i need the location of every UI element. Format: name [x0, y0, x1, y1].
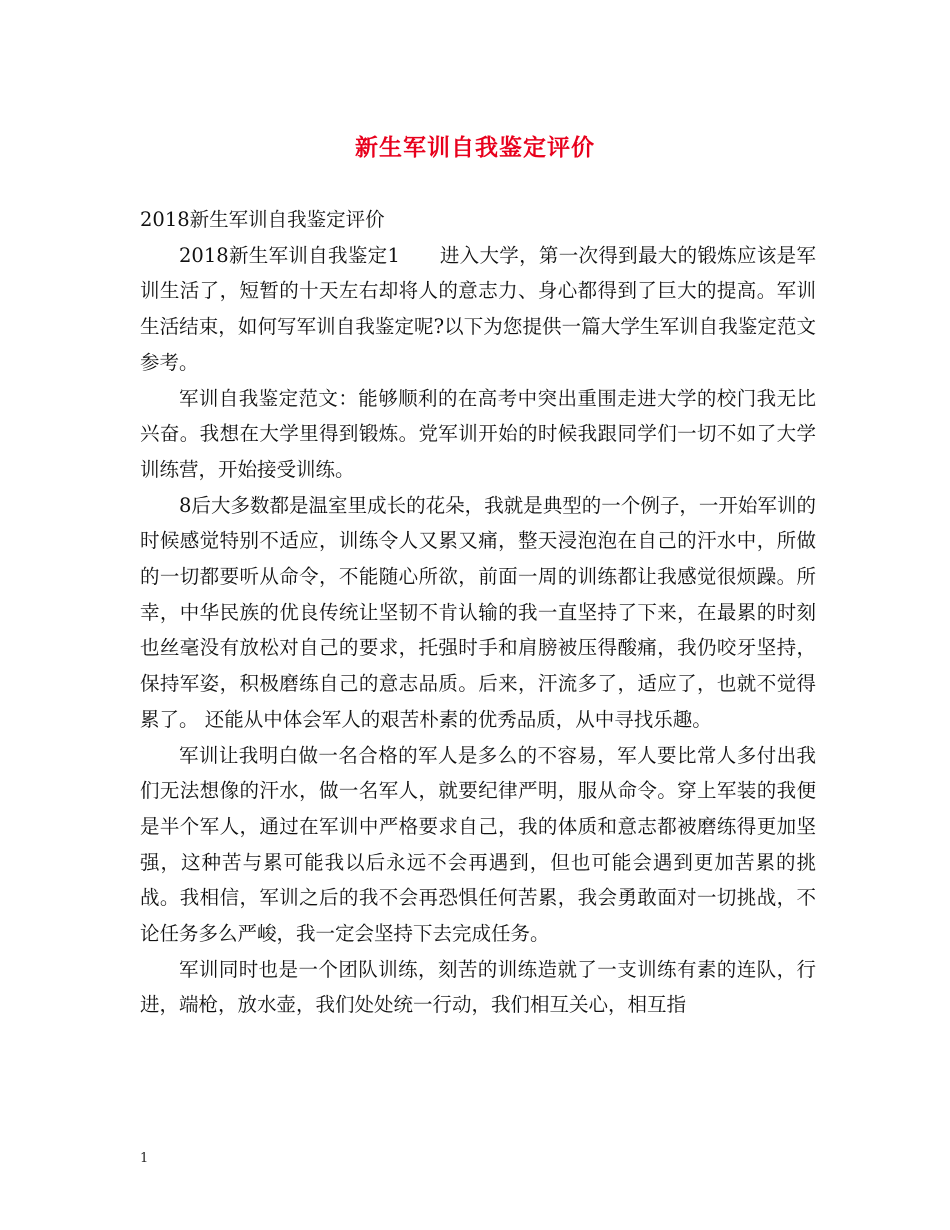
document-body	[140, 202, 816, 1023]
document-title: 新生军训自我鉴定评价	[355, 134, 595, 161]
paragraph-sample-opening: 军训自我鉴定范文：能够顺利的在高考中突出重围走进大学的校门我无比兴奋。我想在大学里得到锻炼。党军训开始的时候我跟同学们一切不如了大学训练营，开始接受训练。	[140, 386, 816, 481]
paragraph-intro: 2018新生军训自我鉴定1 进入大学，第一次得到最大的锻炼应该是军训生活了，短暂的十天左右却将人的意志力、身心都得到了巨大的提高。军训生活结束，如何写军训自我鉴定呢?以下为您提供一篇大学生军训自我鉴定范文参考。	[140, 243, 816, 374]
paragraph-training-experience: 8后大多数都是温室里成长的花朵，我就是典型的一个例子，一开始军训的时候感觉特别不适应，训练令人又累又痛，整天浸泡泡在自己的汗水中，所做的一切都要听从命令，不能随心所欲，前面一周的训练都让我感觉很烦躁。所幸，中华民族的优良传统让坚韧不肯认输的我一直坚持了下来，在最累的时刻也丝毫没有放松对自己的要求，托强时手和肩膀被压得酸痛，我仍咬牙坚持，保持军姿，积极磨练自己的意志品质。后来，汗流多了，适应了，也就不觉得累了。 还能从中体会军人的艰苦朴素的优秀品质，从中寻找乐趣。	[140, 493, 816, 731]
page-number: 1	[140, 1151, 149, 1166]
paragraph-soldier-reflection: 军训让我明白做一名合格的军人是多么的不容易，军人要比常人多付出我们无法想像的汗水，做一名军人，就要纪律严明，服从命令。穿上军装的我便是半个军人，通过在军训中严格要求自己，我的体质和意志都被磨练得更加坚强，这种苦与累可能我以后永远不会再遇到，但也可能会遇到更加苦累的挑战。我相信，军训之后的我不会再恐惧任何苦累，我会勇敢面对一切挑战，不论任务多么严峻，我一定会坚持下去完成任务。	[140, 743, 816, 946]
paragraph-team-training: 军训同时也是一个团队训练，刻苦的训练造就了一支训练有素的连队，行进，端枪，放水壶，我们处处统一行动，我们相互关心，相互指	[140, 957, 816, 1017]
document-subtitle: 2018新生军训自我鉴定评价	[140, 208, 385, 231]
